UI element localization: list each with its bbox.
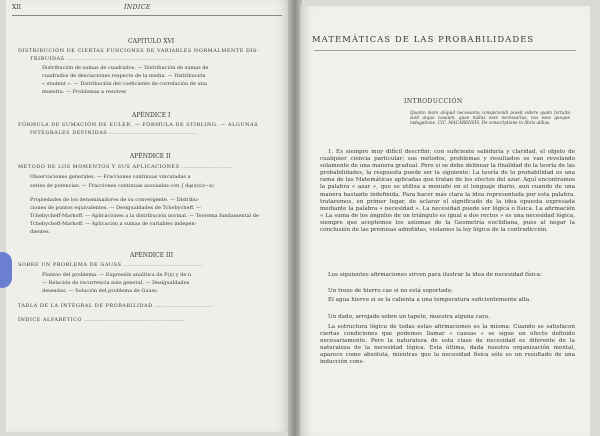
toc-entry: ÍNDICE ALFABÉTICO ................................................ <box>18 317 185 323</box>
paragraph-2: Los siguientes afirmaciones sirven para ilustrar la idea de necesidad física: <box>328 272 542 278</box>
right-page <box>300 6 590 436</box>
toc-entry: ciones de puntos equivalentes. — Desigualdades de Tchebycheff. — <box>30 205 202 211</box>
running-header: ÍNDICE <box>124 4 151 11</box>
chapter-heading: CAPITULO XVI <box>128 38 175 45</box>
section-heading: INTRODUCCIÓN <box>404 98 463 105</box>
toc-entry: SOBRE UN PROBLEMA DE GAUSS ...................................... <box>18 262 203 268</box>
toc-entry: DISTRIBUCIÓN DE CIERTAS FUNCIONES DE VARIABLES NORMALMENTE DIS- <box>18 48 260 54</box>
paragraph-6: La estructura lógica de todas estas afirmaciones es la misma: Cuando se satisfacen ciertas condiciones que podemos llamar « causas » se sigue un efecto definido necesariamente. Pero la naturaleza de esta clase de necesidad es diferente de la naturaleza de la necesidad lógica. Esta última, dada nuestra organización mental, aparece como absoluta, mientras que la necesidad física sólo es un resultado de una inducción cons- <box>320 324 575 366</box>
toc-entry: Tchebycheff-Markoff. — Aplicaciones a la distribución normal. — Teorema fundamental de <box>30 213 259 219</box>
toc-entry: Observaciones generales. — Fracciones continuas vinculadas a <box>30 174 191 180</box>
toc-entry: Propiedades de los denominadores de su convergente. — Distribu- <box>30 197 199 203</box>
left-page <box>6 0 290 432</box>
appendix-heading: APÉNDICE II <box>130 153 171 160</box>
appendix-heading: APÉNDICE III <box>130 252 174 259</box>
toc-entry: « student ». — Distribución del coeficiente de correlación de una <box>42 81 207 87</box>
toc-entry: cuadrados de desviaciones respecto de la media. — Distribución <box>42 73 206 79</box>
title-rule <box>314 50 576 51</box>
page-number: XII <box>12 4 22 11</box>
book-title: MATEMÁTICAS DE LAS PROBABILIDADES <box>312 34 535 44</box>
toc-entry: — Relación de recurrencia más general. — Desigualdades <box>42 280 190 286</box>
epigraph: Quanto more aliquid necessaria conspiciendi possit videre quam fortuita sunt atque casuum, quae nullus esse necessarius, nos esse quoque indagatione. CIC. MACARENSIS, De conscriptione in libris alibus. <box>410 110 570 126</box>
toc-entry: MÉTODO DE LOS MOMENTOS Y SUS APLICACIONES ........................ <box>18 164 232 170</box>
paragraph-1: 1. Es siempre muy difícil describir, con suficiente sabiduría y claridad, el objeto de cualquier ciencia particular; sus métodos, problemas y resultados se van revelando solamente de una manera gradual. Pero si se debe delinear la finalidad de la teoría de las probabilidades, la respuesta puede ser la siguiente: La teoría de la probabilidad es una rama de las Matemáticas aplicadas que tratan de los efectos del azar. Aquí encontramos la palabra « azar », que se utiliza a menudo en el lenguaje diario, aun cuando de una manera bastante indefinida. Para hacer más clara la idea representada por esta palabra, trataremos, en primer lugar, de aclarar el significado de la idea opuesta expresada mediante la palabra « necesidad ». La necesidad puede ser lógica o física. La afirmación « La suma de los ángulos de un triángulo es igual a dos rectos » es una necesidad lógica, siempre que aceptemos los axiomas de la Geometría euclidiana, pues al negar la conclusión de las premisas admitidas, violamos la ley lógica de la contradicción. <box>320 149 575 234</box>
toc-entry: Distribución de sumas de cuadrados. — Distribución de sumas de <box>42 65 209 71</box>
appendix-heading: APÉNDICE I <box>132 112 171 119</box>
paragraph-3: Un trozo de hierro cae si no está soportado. <box>328 288 453 294</box>
toc-entry: FÓRMULA DE SUMACIÓN DE EULER. — FÓRMULA DE STIRLING. — ALGUNAS <box>18 122 259 128</box>
toc-entry: Tchebycheff-Markoff. — Aplicación a sumas de variables indepen- <box>30 221 197 227</box>
toc-entry: INTEGRALES DEFINIDAS .......................................... <box>30 130 198 136</box>
toc-entry: deseadas. — Solución del problema de Gauss. <box>42 288 159 294</box>
toc-entry: TRIBUÍDAS ................................................... <box>30 56 174 62</box>
paragraph-5: Un dado, arrojado sobre un tapete, muestra alguna cara. <box>328 314 490 320</box>
toc-entry: series de potencias. — Fracciones continuas asociadas con ∫ dφ(x)/(z−x) <box>30 183 214 189</box>
toc-entry: Planteo del problema. — Expresión analítica de P(x) y de n. <box>42 272 193 278</box>
toc-entry: muestra. — Problemas a resolver. <box>42 89 128 95</box>
toc-entry: dientes. <box>30 229 51 235</box>
toc-entry: TABLA DE LA INTEGRAL DE PROBABILIDAD ............................ <box>18 303 214 309</box>
paragraph-4: El agua hierve si se la calienta a una temperatura suficientemente alta. <box>328 297 531 303</box>
header-rule <box>12 15 282 16</box>
thumb <box>0 252 12 288</box>
